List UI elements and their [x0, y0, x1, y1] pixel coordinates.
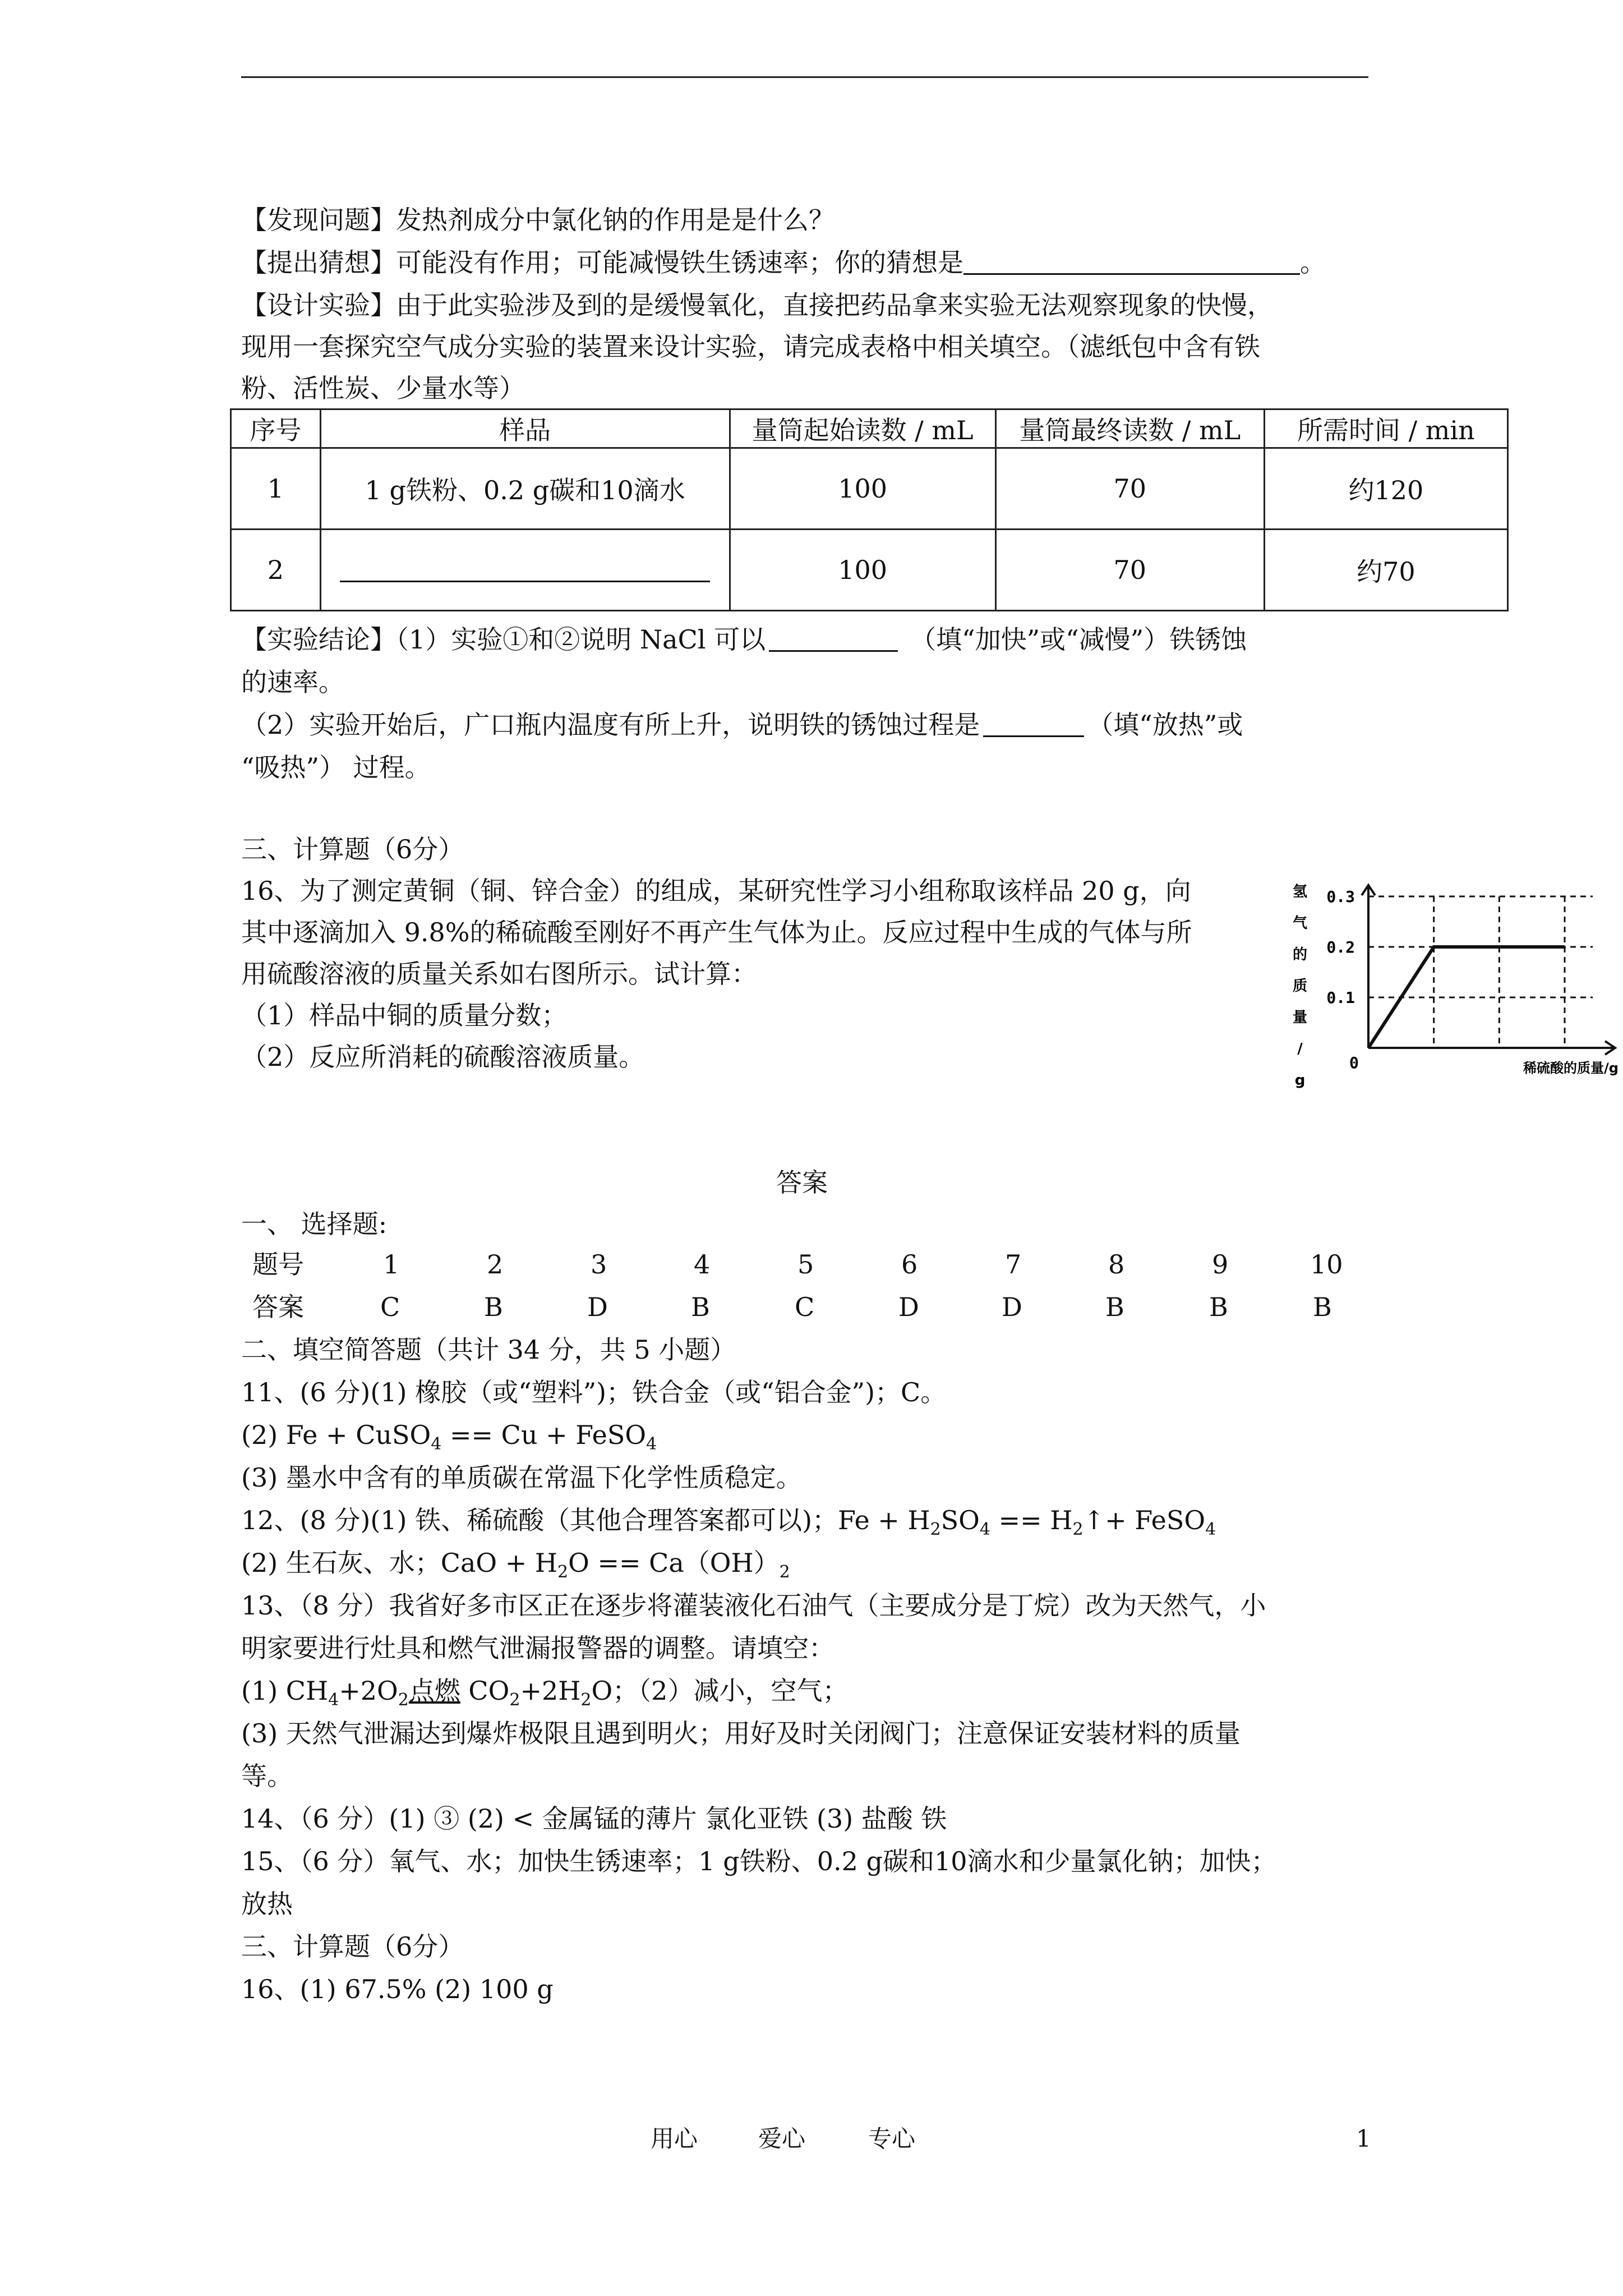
table-cell: 1 g铁粉、0.2 g碳和10滴水: [320, 448, 730, 530]
answer-choice: D: [587, 1292, 608, 1322]
hypothesis-text: 【提出猜想】可能没有作用；可能减慢铁生锈速率；你的猜想是: [241, 247, 963, 278]
answer-12-line-2: (2) 生石灰、水；CaO + $H_2O == Ca(OH)_2$: [241, 1548, 790, 1582]
question-number: 4: [694, 1249, 711, 1280]
footer-item: 用心: [651, 2125, 698, 2152]
y-tick-label: 0.2: [1326, 938, 1355, 956]
y-axis-label-char: 的: [1292, 946, 1308, 963]
table-cell: 100: [730, 530, 995, 611]
y-axis-label-char: /: [1297, 1041, 1303, 1057]
hypothesis-line: [241, 246, 1326, 279]
answers-part3-heading: 三、计算题（6分）: [241, 1931, 464, 1962]
gas-mass-chart: [1284, 863, 1621, 1098]
conclusion-line-3: [241, 708, 1243, 742]
question-line: 【发现问题】发热剂成分中氯化钠的作用是是什么？: [241, 205, 834, 235]
table-header: 序号: [231, 409, 321, 448]
answers-title: 答案: [776, 1167, 828, 1198]
answer-13-line-1: 13、（8 分）我省好多市区正在逐步将灌装液化石油气（主要成分是丁烷）改为天然气，小: [241, 1590, 1266, 1621]
hypothesis-end: 。: [1300, 247, 1326, 278]
table-cell: 约120: [1264, 448, 1507, 530]
y-axis-label-char: 氢: [1292, 884, 1308, 900]
design-line-3: 粉、活性炭、少量水等）: [241, 373, 525, 403]
table-cell: 约70: [1264, 530, 1507, 611]
q16-line-2: 其中逐滴加入 9.8%的稀硫酸至刚好不再产生气体为止。反应过程中生成的气体与所: [241, 917, 1192, 947]
q16-line-1: 16、为了测定黄铜（铜、锌合金）的组成，某研究性学习小组称取该样品 20 g，向: [241, 876, 1191, 906]
answer-11-line-1: 11、(6 分)(1) 橡胶（或“塑料”)；铁合金（或“铝合金”)；C。: [241, 1377, 947, 1407]
ignite-condition: 点燃: [408, 1676, 460, 1706]
answer-14: 14、（6 分）(1) ③ (2) < 金属锰的薄片 氯化亚铁 (3) 盐酸 铁: [241, 1803, 947, 1834]
table-header: 所需时间 / min: [1264, 409, 1507, 448]
question-number: 9: [1212, 1249, 1229, 1280]
question-number: 1: [383, 1249, 400, 1280]
question-number: 3: [591, 1249, 607, 1280]
conclusion-line-1: [241, 623, 1247, 656]
y-axis-label-char: 质: [1292, 978, 1308, 995]
y-axis-label-char: 气: [1292, 915, 1308, 932]
answer-15-line-2: 放热: [241, 1889, 293, 1919]
answer-11-line-2: (2) Fe + CuSO$_4$ == Cu + FeSO$_4$: [241, 1420, 657, 1454]
table-header: 量筒最终读数 / mL: [995, 409, 1264, 448]
table-header: 量筒起始读数 / mL: [730, 409, 995, 448]
answer-choice: C: [795, 1292, 815, 1322]
table-row: [231, 448, 1508, 530]
answer-11-line-3: (3) 墨水中含有的单质碳在常温下化学性质稳定。: [241, 1462, 802, 1493]
footer-item: 专心: [868, 2125, 916, 2152]
table-cell: 70: [995, 448, 1264, 530]
table-cell: 70: [995, 530, 1264, 611]
chart-plot: [1293, 884, 1619, 1089]
y-axis-label-char: g: [1294, 1072, 1306, 1089]
design-line-2: 现用一套探究空气成分实验的装置来设计实验，请完成表格中相关填空。（滤纸包中含有铁: [241, 332, 1260, 362]
q16-sub-2: （2）反应所消耗的硫酸溶液质量。: [241, 1042, 645, 1072]
answer-choice: D: [1002, 1292, 1022, 1322]
answer-choice: D: [898, 1292, 919, 1322]
answers-part2-heading: 二、填空简答题（共计 34 分，共 5 小题）: [241, 1335, 736, 1365]
row-label: 答案: [252, 1292, 304, 1322]
question-number: 10: [1310, 1249, 1343, 1280]
footer-item: 爱心: [758, 2125, 806, 2152]
answer-choice: B: [1313, 1292, 1332, 1322]
question-number: 2: [487, 1249, 504, 1280]
section-heading: 三、计算题（6分）: [241, 834, 464, 864]
header-rule: [241, 76, 1368, 78]
conclusion-blank-1: [769, 625, 898, 652]
conclusion-blank-2: [983, 711, 1084, 737]
answer-choice: B: [1105, 1292, 1124, 1322]
table-cell: 100: [730, 448, 995, 530]
question-number: 7: [1005, 1249, 1022, 1280]
answer-13-line-4: (3) 天然气泄漏达到爆炸极限且遇到明火；用好及时关闭阀门；注意保证安装材料的质量: [241, 1718, 1241, 1749]
answer-12-line-1: 12、(8 分)(1) 铁、稀硫酸（其他合理答案都可以)；$Fe + H_2SO_4$ == $H_2↑+$ FeSO$_4$: [241, 1505, 1216, 1539]
table-cell-blank: [320, 530, 730, 611]
answer-choice: C: [380, 1292, 400, 1322]
answer-13-line-5: 等。: [241, 1761, 293, 1791]
answer-15-line-1: 15、（6 分）氧气、水；加快生锈速率；1 g铁粉、0.2 g碳和10滴水和少量氯化钠；加快；: [241, 1846, 1277, 1876]
answers-part1-heading: 一、 选择题:: [241, 1209, 388, 1239]
conclusion-text: （2）实验开始后，广口瓶内温度有所上升，说明铁的锈蚀过程是: [241, 710, 980, 740]
conclusion-line-2: 的速率。: [241, 667, 344, 697]
row-label: 题号: [252, 1249, 304, 1280]
table-header: 样品: [320, 409, 730, 448]
answer-13-line-3: (1) $CH_4+2O_2$点燃 $CO_2+2H_2O$；（2）减小，空气；: [241, 1676, 849, 1710]
question-number: 6: [901, 1249, 918, 1280]
q16-line-3: 用硫酸溶液的质量关系如右图所示。试计算：: [241, 959, 757, 989]
table-cell: 1: [231, 448, 321, 530]
conclusion-line-4: “吸热”） 过程。: [241, 752, 431, 783]
table-header-row: [231, 409, 1508, 448]
x-axis-label: 稀硫酸的质量/g: [1523, 1060, 1619, 1076]
question-number: 8: [1108, 1249, 1125, 1280]
answer-choice: B: [691, 1292, 710, 1322]
y-tick-label: 0.1: [1326, 988, 1355, 1007]
answer-16: 16、(1) 67.5% (2) 100 g: [241, 1974, 554, 2004]
table-cell: 2: [231, 530, 321, 611]
conclusion-text: 【实验结论】（1）实验①和②说明 NaCl 可以: [241, 624, 766, 655]
table-row: [231, 530, 1508, 611]
design-line-1: 【设计实验】由于此实验涉及到的是缓慢氧化，直接把药品拿来实验无法观察现象的快慢，: [241, 290, 1273, 320]
answer-choice: B: [1209, 1292, 1228, 1322]
origin-label: 0: [1349, 1053, 1359, 1072]
q16-sub-1: （1）样品中铜的质量分数；: [241, 1000, 568, 1030]
y-axis-label-char: 量: [1292, 1009, 1308, 1026]
conclusion-hint: （填“放热”或: [1087, 710, 1243, 740]
conclusion-hint: （填“加快”或“减慢”）铁锈蚀: [910, 624, 1247, 655]
experiment-table: [230, 408, 1509, 611]
page-number: 1: [1356, 2125, 1371, 2152]
answer-13-line-2: 明家要进行灶具和燃气泄漏报警器的调整。请填空：: [241, 1633, 834, 1663]
sample-blank: [340, 556, 710, 582]
y-tick-label: 0.3: [1326, 887, 1355, 906]
answer-choice: B: [484, 1292, 503, 1322]
hypothesis-blank: [963, 249, 1300, 275]
question-number: 5: [797, 1249, 814, 1280]
